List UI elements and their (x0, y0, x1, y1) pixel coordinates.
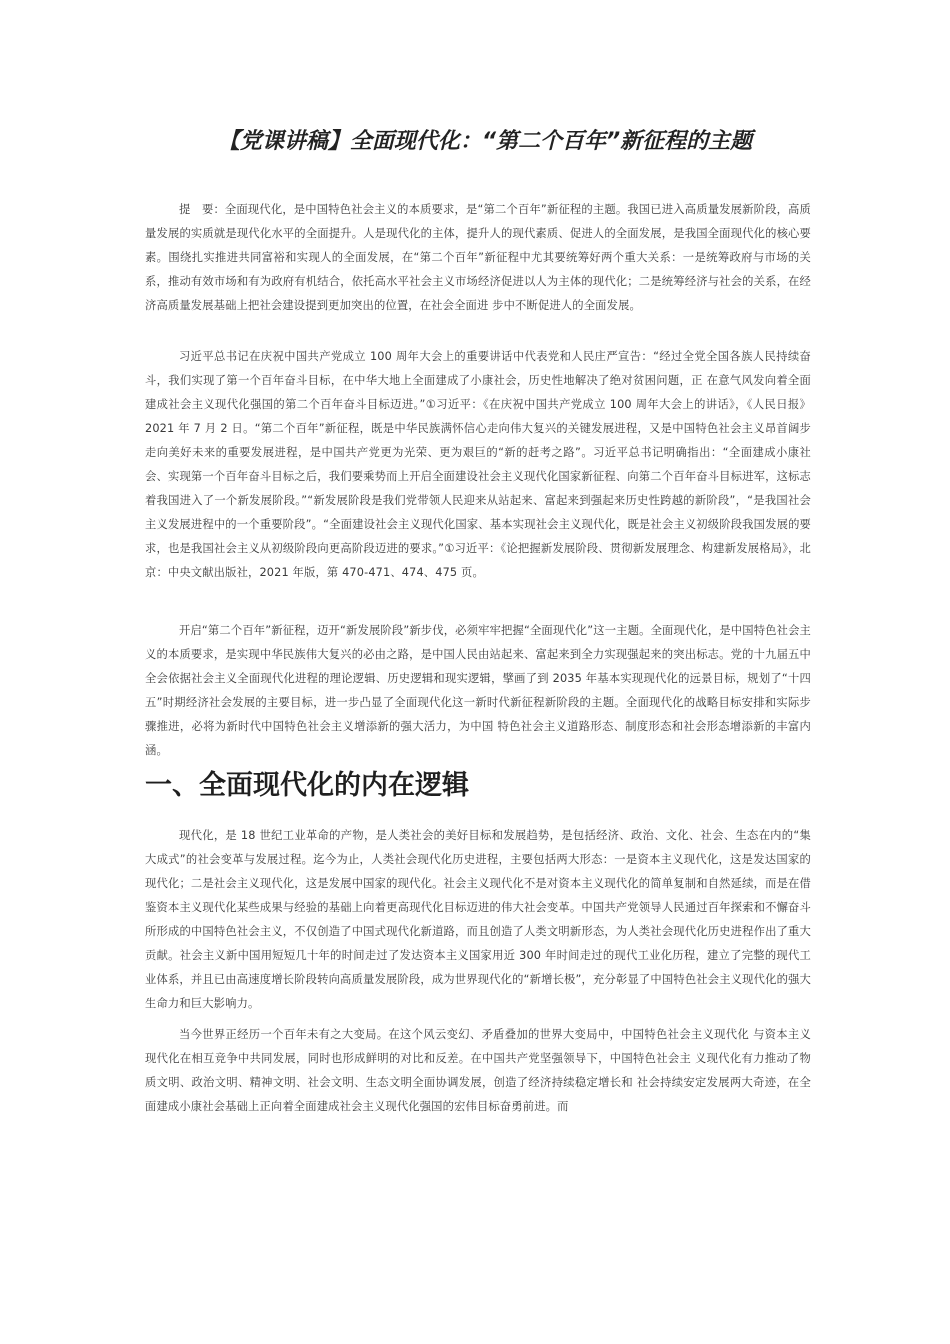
body-paragraph: 现代化，是 18 世纪工业革命的产物，是人类社会的美好目标和发展趋势，是包括经济、政治、文化、社会、生态在内的“集大成式”的社会变革与发展过程。迄今为止，人类社会现代化历史进程，主要包括两大形态：一是资本主义现代化，这是发达国家的现代化；二是社会主义现代化，这是发展中国家的现代化。社会主义现代化不是对资本主义现代化的简单复制和自然延续，而是在借鉴资本主义现代化某些成果与经验的基础上向着更高现代化目标迈进的伟大社会变革。中国共产党领导人民通过百年探索和不懈奋斗所形成的中国特色社会主义，不仅创造了中国式现代化新道路，而且创造了人类文明新形态，为人类社会现代化历史进程作出了重大贡献。社会主义新中国用短短几十年的时间走过了发达资本主义国家用近 300 年时间走过的现代工业化历程，建立了完整的现代工业体系，并且已由高速度增长阶段转向高质量发展阶段，成为世界现代化的“新增长极”，充分彰显了中国特色社会主义现代化的强大生命力和巨大影响力。 (145, 829, 811, 1010)
section-heading: 一、全面现代化的内在逻辑 (145, 770, 469, 801)
abstract-paragraph: 提 要：全面现代化，是中国特色社会主义的本质要求，是“第二个百年”新征程的主题。我国已进入高质量发展新阶段，高质量发展的实质就是现代化水平的全面提升。人是现代化的主体，提升人的现代素质、促进人的全面发展，是我国全面现代化的核心要素。围绕扎实推进共同富裕和实现人的全面发展，在“第二个百年”新征程中尤其要统筹好两个重大关系：一是统筹政府与市场的关系，推动有效市场和有为政府有机结合，依托高水平社会主义市场经济促进以人为主体的现代化；二是统筹经济与社会的关系，在经济高质量发展基础上把社会建设提到更加突出的位置，在社会全面进 步中不断促进人的全面发展。 (145, 203, 811, 312)
document-title: 【党课讲稿】全面现代化：“第二个百年”新征程的主题 (217, 129, 753, 154)
body-paragraph: 开启“第二个百年”新征程，迈开“新发展阶段”新步伐，必须牢牢把握“全面现代化”这一主题。全面现代化，是中国特色社会主义的本质要求，是实现中华民族伟大复兴的必由之路，是中国人民由站起来、富起来到全力实现强起来的突出标志。党的十九届五中全会依据社会主义全面现代化进程的理论逻辑、历史逻辑和现实逻辑，擘画了到 2035 年基本实现现代化的远景目标，规划了“十四五”时期经济社会发展的主要目标，进一步凸显了全面现代化这一新时代新征程新阶段的主题。全面现代化的战略目标安排和实际步骤推进，必将为新时代中国特色社会主义增添新的强大活力，为中国 特色社会主义道路形态、制度形态和社会形态增添新的丰富内涵。 (145, 624, 811, 757)
body-paragraph: 当今世界正经历一个百年未有之大变局。在这个风云变幻、矛盾叠加的世界大变局中，中国特色社会主义现代化 与资本主义现代化在相互竞争中共同发展，同时也形成鲜明的对比和反差。在中国共产党坚强领导下，中国特色社会主 义现代化有力推动了物质文明、政治文明、精神文明、社会文明、生态文明全面协调发展，创造了经济持续稳定增长和 社会持续安定发展两大奇迹，在全面建成小康社会基础上正向着全面建成社会主义现代化强国的宏伟目标奋勇前进。而 (145, 1028, 811, 1113)
body-paragraph: 习近平总书记在庆祝中国共产党成立 100 周年大会上的重要讲话中代表党和人民庄严宣告：“经过全党全国各族人民持续奋斗，我们实现了第一个百年奋斗目标，在中华大地上全面建成了小康社会，历史性地解决了绝对贫困问题，正 在意气风发向着全面建成社会主义现代化强国的第二个百年奋斗目标迈进。”①习近平：《在庆祝中国共产党成立 100 周年大会上的讲话》，《人民日报》2021 年 7 月 2 日。“第二个百年”新征程，既是中华民族满怀信心走向伟大复兴的关键发展进程，又是中国特色社会主义昂首阔步走向美好未来的重要发展进程，是中国共产党更为光荣、更为艰巨的“新的赶考之路”。习近平总书记明确指出：“全面建成小康社会、实现第一个百年奋斗目标之后，我们要乘势而上开启全面建设社会主义现代化国家新征程、向第二个百年奋斗目标进军，这标志着我国进入了一个新发展阶段。”“新发展阶段是我们党带领人民迎来从站起来、富起来到强起来历史性跨越的新阶段”，“是我国社会主义发展进程中的一个重要阶段”。“全面建设社会主义现代化国家、基本实现社会主义现代化，既是社会主义初级阶段我国发展的要求，也是我国社会主义从初级阶段向更高阶段迈进的要求。”①习近平：《论把握新发展阶段、贯彻新发展理念、构建新发展格局》，北京：中央文献出版社，2021 年版，第 470-471、474、475 页。 (145, 350, 811, 579)
